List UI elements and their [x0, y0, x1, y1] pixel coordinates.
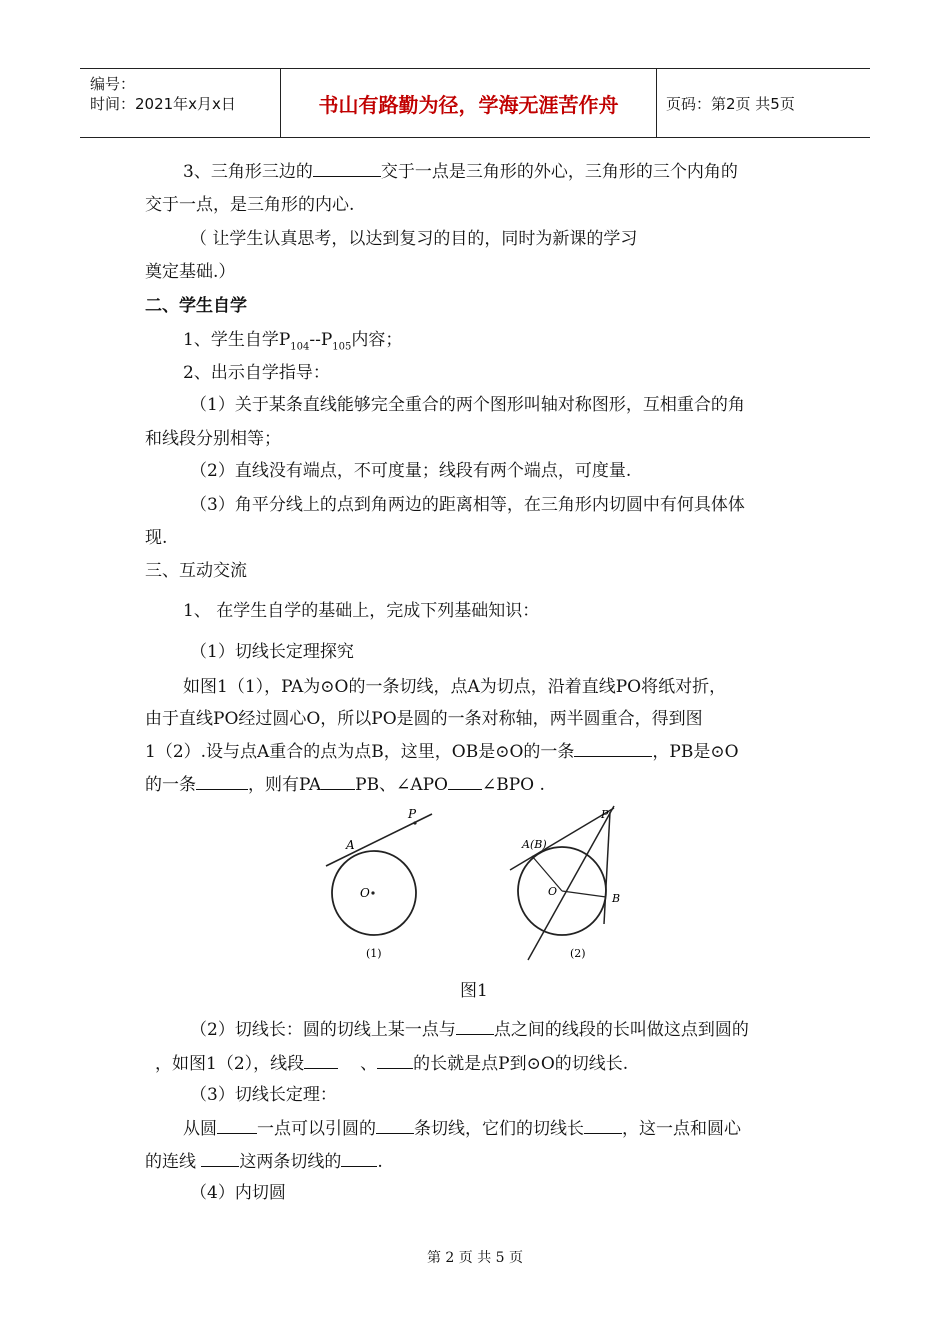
- time-label: 时间：2021年x月x日: [90, 95, 236, 113]
- figure-text-line2: 由于直线PO经过圆心O，所以PO是圆的一条对称轴，两半圆重合，得到图: [145, 709, 703, 729]
- topic-4-heading: （4）内切圆: [190, 1183, 286, 1203]
- guide-3-line1: （3）角平分线上的点到角两边的距离相等，在三角形内切圆中有何具体体: [190, 495, 745, 515]
- figure-caption: 图1: [460, 981, 488, 1001]
- guide-1-line1: （1）关于某条直线能够完全重合的两个图形叫轴对称图形，互相重合的角: [190, 395, 745, 415]
- fill-blank[interactable]: [448, 773, 482, 790]
- fill-blank[interactable]: [574, 740, 652, 757]
- figure-1-left: [326, 807, 432, 960]
- right-tangent-pb: [604, 812, 610, 924]
- page-header: [80, 68, 870, 138]
- paragraph-3-line2: 交于一点，是三角形的内心.: [145, 195, 355, 215]
- topic-2-line2: ，如图1（2），线段 、 的长就是点P到⊙O的切线长.: [155, 1054, 629, 1074]
- figure-text-line1: 如图1（1），PA为⊙O的一条切线，点A为切点，沿着直线PO将纸对折，: [183, 677, 727, 697]
- left-center-dot: [371, 891, 374, 894]
- topic-3-line1: 从圆 一点可以引圆的 条切线，它们的切线长 ，这一点和圆心: [183, 1119, 741, 1139]
- note-line1: （ 让学生认真思考，以达到复习的目的，同时为新课的学习: [190, 229, 638, 249]
- page-info: 页码：第2页 共5页: [666, 94, 795, 113]
- section-3-heading: 三、互动交流: [145, 561, 247, 581]
- left-label-p: P: [408, 807, 417, 821]
- fill-blank[interactable]: [201, 1150, 239, 1167]
- right-label-b: B: [612, 892, 621, 905]
- figure-1-right: [510, 806, 620, 960]
- fill-blank[interactable]: [456, 1018, 494, 1035]
- paragraph-3-line1: 3、三角形三边的 交于一点是三角形的外心，三角形的三个内角的: [183, 162, 738, 182]
- right-caption: (2): [570, 947, 586, 960]
- guide-1-line2: 和线段分别相等；: [145, 429, 281, 449]
- interaction-item-1: 1、 在学生自学的基础上，完成下列基础知识：: [183, 601, 540, 621]
- note-line2: 奠定基础.）: [145, 262, 236, 282]
- fill-blank[interactable]: [313, 160, 381, 177]
- fill-blank[interactable]: [217, 1117, 257, 1134]
- guide-2: （2）直线没有端点，不可度量；线段有两个端点，可度量.: [190, 461, 632, 481]
- number-label: 编号：: [90, 75, 136, 93]
- fill-blank[interactable]: [341, 1150, 377, 1167]
- left-label-o: O: [360, 886, 370, 900]
- header-left-cell: [80, 69, 281, 137]
- self-study-item-1: 1、学生自学$P_{104}--P_{105}$内容；: [183, 330, 403, 353]
- right-label-ab: A(B): [522, 838, 547, 851]
- right-label-p: P: [601, 808, 609, 821]
- left-point-p: [413, 821, 416, 824]
- page-footer: 第 2 页 共 5 页: [426, 1250, 524, 1266]
- section-2-heading: 二、学生自学: [145, 296, 247, 316]
- fill-blank[interactable]: [377, 1052, 413, 1069]
- fill-blank[interactable]: [584, 1117, 622, 1134]
- left-tangent-line: [326, 814, 432, 866]
- fill-blank[interactable]: [376, 1117, 414, 1134]
- fill-blank[interactable]: [304, 1052, 338, 1069]
- figure-1: [320, 800, 640, 970]
- right-label-o: O: [548, 885, 558, 898]
- fill-blank[interactable]: [321, 773, 355, 790]
- right-radius-oa: [532, 856, 562, 891]
- self-study-item-2: 2、出示自学指导：: [183, 363, 330, 383]
- right-radius-ob: [562, 891, 606, 897]
- topic-1-heading: （1）切线长定理探究: [190, 642, 354, 662]
- topic-2-line1: （2）切线长：圆的切线上某一点与 点之间的线段的长叫做这点到圆的: [190, 1020, 749, 1040]
- topic-3-heading: （3）切线长定理：: [190, 1085, 337, 1105]
- fill-blank[interactable]: [196, 773, 248, 790]
- figure-text-line4: 的一条 ，则有PA PB、∠APO ∠BPO .: [145, 775, 545, 795]
- right-line-po: [528, 806, 614, 960]
- figure-text-line3: 1（2）.设与点A重合的点为点B，这里，OB是⊙O的一条 ，PB是⊙O: [145, 742, 739, 762]
- guide-3-line2: 现.: [145, 528, 168, 548]
- motto: 书山有路勤为径，学海无涯苦作舟: [281, 69, 657, 137]
- left-label-a: A: [346, 838, 355, 852]
- left-caption: (1): [366, 947, 382, 960]
- topic-3-line2: 的连线 这两条切线的 .: [145, 1152, 383, 1172]
